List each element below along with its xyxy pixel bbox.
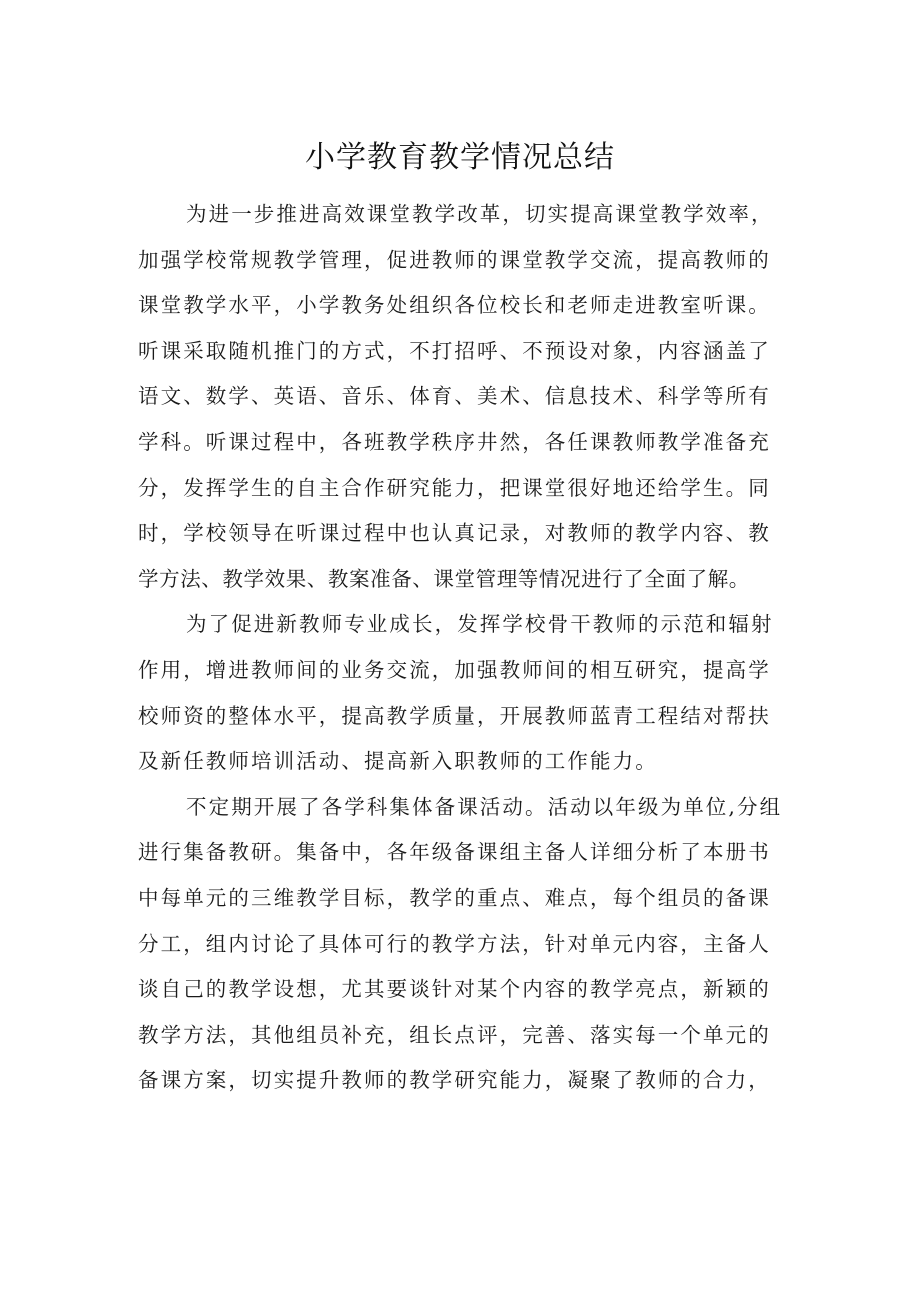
paragraph-1-line-9: 学方法、教学效果、教案准备、课堂管理等情况进行了全面了解。 [138,566,750,591]
paragraph-3-line-2: 进行集备教研。集备中，各年级备课组主备人详细分析了本册书 [138,840,771,865]
paragraph-3-line-5: 谈自己的教学设想，尤其要谈针对某个内容的教学亮点，新颖的 [138,977,771,1002]
paragraph-1-line-6: 学科。听课过程中，各班教学秩序井然，各任课教师教学准备充 [138,429,771,454]
paragraph-3-line-7: 备课方案，切实提升教师的教学研究能力，凝聚了教师的合力， [138,1068,771,1093]
paragraph-2-line-3: 校师资的整体水平，提高教学质量，开展教师蓝青工程结对帮扶 [138,703,771,728]
paragraph-1-line-7: 分，发挥学生的自主合作研究能力，把课堂很好地还给学生。同 [138,475,771,500]
paragraph-1-line-2: 加强学校常规教学管理，促进教师的课堂教学交流，提高教师的 [138,247,771,272]
paragraph-1-line-4: 听课采取随机推门的方式，不打招呼、不预设对象，内容涵盖了 [138,338,771,363]
paragraph-2-line-4: 及新任教师培训活动、提高新入职教师的工作能力。 [138,749,658,774]
paragraph-2-line-2: 作用，增进教师间的业务交流，加强教师间的相互研究，提高学 [138,657,771,682]
paragraph-1-line-8: 时，学校领导在听课过程中也认真记录，对教师的教学内容、教 [138,521,771,546]
document-body [138,192,798,1104]
paragraph-3-line-6: 教学方法，其他组员补充，组长点评，完善、落实每一个单元的 [138,1022,771,1047]
paragraph-1-line-1: 为进一步推进高效课堂教学改革，切实提高课堂教学效率， [186,202,774,226]
paragraph-1-line-5: 语文、数学、英语、音乐、体育、美术、信息技术、科学等所有 [138,384,771,409]
document-title: 小学教育教学情况总结 [305,140,615,175]
paragraph-3-line-1: 不定期开展了各学科集体备课活动。活动以年级为单位,分组 [186,794,783,819]
paragraph-3-line-4: 分工，组内讨论了具体可行的教学方法，针对单元内容，主备人 [138,931,771,956]
paragraph-3-line-3: 中每单元的三维教学目标，教学的重点、难点，每个组员的备课 [138,885,771,910]
paragraph-2-line-1: 为了促进新教师专业成长，发挥学校骨干教师的示范和辐射 [186,612,774,637]
paragraph-1-line-3: 课堂教学水平，小学教务处组织各位校长和老师走进教室听课。 [138,293,771,318]
